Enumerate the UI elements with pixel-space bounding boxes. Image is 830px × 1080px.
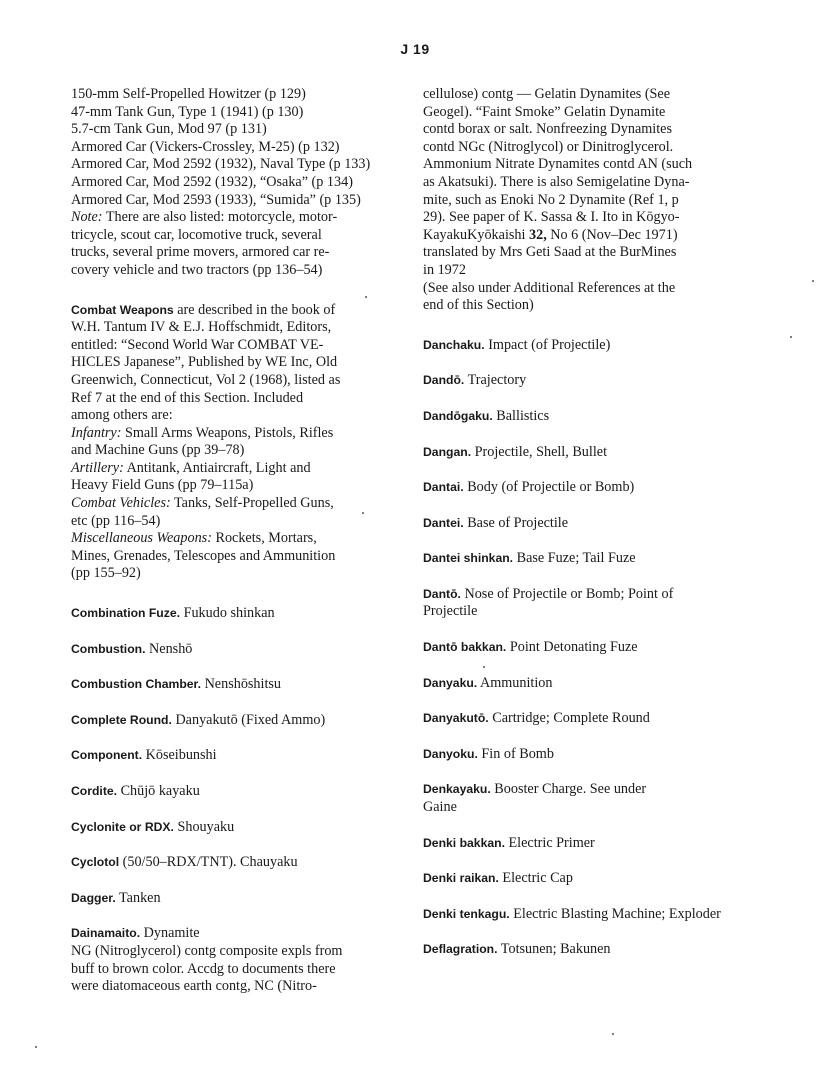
entry-line (71, 495, 401, 513)
scan-speck (812, 280, 814, 282)
journal-volume: 32, (529, 226, 547, 243)
glossary-entry (423, 710, 753, 728)
entry-term: Combat Weapons (71, 302, 174, 317)
scan-speck (365, 296, 367, 298)
entry-def: Kōseibunshi (145, 747, 217, 764)
note-line: trucks, several prime movers, armored car re- (71, 244, 330, 261)
category-label: Combat Vehicles: (71, 495, 171, 512)
entry-def: Ammunition (479, 674, 553, 691)
entry-def: Fukudo shinkan (183, 605, 275, 622)
entry-line (71, 925, 401, 943)
glossary-entry (71, 819, 401, 837)
glossary-entry (71, 641, 401, 659)
entry-term: Dainamaito. (71, 926, 141, 941)
entry-def: Electric Primer (508, 834, 595, 851)
entry-def: Ballistics (496, 407, 550, 424)
entry-line: mite, such as Enoki No 2 Dynamite (Ref 1, p (423, 191, 679, 208)
category-text: Small Arms Weapons, Pistols, Rifles (124, 424, 334, 441)
entry-line: Ammonium Nitrate Dynamites contd AN (such (423, 156, 693, 173)
scan-speck (790, 336, 792, 338)
glossary-entry (71, 676, 401, 694)
entry-term: Denki bakkan. (423, 835, 505, 850)
entry-term: Danyakutō. (423, 711, 489, 726)
glossary-entry (71, 605, 401, 623)
note-text: There are also listed: motorcycle, motor- (105, 209, 338, 226)
entry-def: Dynamite (143, 925, 200, 942)
entry-line: (pp 155–92) (71, 565, 141, 582)
category-label: Infantry: (71, 424, 122, 441)
glossary-entry (423, 941, 753, 959)
entry-def: Fin of Bomb (481, 745, 554, 762)
combat-weapons-entry (71, 302, 401, 584)
glossary-entry (423, 639, 753, 657)
note-block (71, 209, 401, 279)
entry-term: Dantei shinkan. (423, 551, 514, 566)
entry-line: HICLES Japanese”, Published by WE Inc, Old (71, 354, 338, 371)
entry-line: Heavy Field Guns (pp 79–115a) (71, 477, 254, 494)
glossary-entry (423, 675, 753, 693)
entry-term: Denki raikan. (423, 871, 499, 886)
entry-line: end of this Section) (423, 297, 534, 314)
scan-speck (612, 1033, 614, 1035)
entry-def: Nenshō (149, 640, 193, 657)
glossary-entry (423, 337, 753, 355)
entry-term: Cordite. (71, 784, 118, 798)
vehicle-line: Armored Car, Mod 2592 (1932), Naval Type (p 133) (71, 156, 371, 173)
entry-line: Ref 7 at the end of this Section. Included (71, 389, 304, 406)
glossary-entry (423, 444, 753, 462)
entry-def: Tanken (119, 889, 161, 906)
entry-def: Nenshōshitsu (204, 676, 282, 693)
entry-line: 29). See paper of K. Sassa & I. Ito in Kōgyo- (423, 209, 680, 226)
entry-term: Danyaku. (423, 675, 478, 690)
journal-name: KayakuKyōkaishi (423, 226, 526, 243)
entry-term: Dagger. (71, 890, 116, 905)
entry-def: Point Detonating Fuze (509, 639, 638, 656)
entry-line: Projectile (423, 603, 478, 620)
entry-def: Base Fuze; Tail Fuze (516, 550, 636, 567)
entry-line (71, 302, 401, 320)
glossary-entry (423, 550, 753, 568)
entry-line: entitled: “Second World War COMBAT VE- (71, 336, 324, 353)
entry-line (423, 227, 753, 245)
entry-term: Dantō bakkan. (423, 640, 507, 655)
entry-def: Shouyaku (177, 818, 235, 835)
entry-term: Dantai. (423, 480, 464, 495)
right-column (423, 86, 753, 959)
vehicle-line: Armored Car, Mod 2593 (1933), “Sumida” (p 135) (71, 191, 361, 208)
entry-line: NG (Nitroglycerol) contg composite expls from (71, 942, 343, 959)
glossary-entry (71, 890, 401, 908)
glossary-entry (423, 372, 753, 390)
category-label: Miscellaneous Weapons: (71, 530, 212, 547)
entry-line: and Machine Guns (pp 39–78) (71, 442, 245, 459)
entry-def: Body (of Projectile or Bomb) (467, 479, 635, 496)
scan-speck (35, 1046, 37, 1048)
entry-term: Dandō. (423, 373, 465, 388)
entry-def: Impact (of Projectile) (488, 336, 611, 353)
entry-def: Trajectory (467, 372, 527, 389)
entry-term: Dantō. (423, 586, 461, 601)
vehicle-line: 150-mm Self-Propelled Howitzer (p 129) (71, 86, 306, 102)
entry-line: (See also under Additional References at the (423, 279, 676, 296)
note-line: covery vehicle and two tractors (pp 136–54) (71, 261, 323, 278)
category-text: Rockets, Mortars, (215, 530, 317, 547)
glossary-entry (423, 781, 753, 816)
vehicle-line: Armored Car, Mod 2592 (1932), “Osaka” (p 134) (71, 173, 353, 190)
glossary-entry (423, 586, 753, 621)
entry-line: Mines, Grenades, Telescopes and Ammunition (71, 547, 336, 564)
entry-line: contd NGc (Nitroglycol) or Dinitroglycerol. (423, 138, 674, 155)
entry-line: as Akatsuki). There is also Semigelatine Dyna- (423, 173, 690, 190)
glossary-entry (71, 854, 401, 872)
scan-speck (483, 666, 485, 668)
entry-def: Base of Projectile (467, 514, 569, 531)
glossary-entry (423, 870, 753, 888)
entry-line: Geogel). “Faint Smoke” Gelatin Dynamite (423, 103, 666, 120)
entry-line: Gaine (423, 799, 457, 816)
vehicle-line: 47-mm Tank Gun, Type 1 (1941) (p 130) (71, 103, 304, 120)
entry-line: Greenwich, Connecticut, Vol 2 (1968), listed as (71, 371, 341, 388)
entry-def: Totsunen; Bakunen (500, 941, 611, 958)
glossary-entry (71, 712, 401, 730)
entry-term: Cyclonite or RDX. (71, 819, 174, 834)
entry-line (71, 530, 401, 548)
entry-term: Component. (71, 748, 143, 763)
entry-line (423, 781, 753, 799)
vehicle-list (71, 86, 401, 209)
entry-term: Dantei. (423, 515, 464, 530)
entry-line: contd borax or salt. Nonfreezing Dynamites (423, 121, 672, 138)
entry-def: Chūjō kayaku (120, 783, 200, 799)
glossary-entry (423, 835, 753, 853)
entry-def: Electric Cap (502, 870, 573, 887)
entry-term: Complete Round. (71, 712, 172, 727)
entry-term: Combustion. (71, 641, 146, 656)
category-text: Antitank, Antiaircraft, Light and (126, 459, 311, 476)
left-column (71, 86, 401, 996)
entry-line: cellulose) contg — Gelatin Dynamites (See (423, 86, 671, 102)
entry-line (71, 425, 401, 443)
journal-issue: No 6 (Nov–Dec 1971) (550, 226, 678, 243)
category-label: Artillery: (71, 459, 124, 476)
glossary-entry (71, 747, 401, 765)
entry-term: Denkayaku. (423, 782, 491, 797)
glossary-entry (423, 906, 753, 924)
entry-line (71, 460, 401, 478)
entry-term: Denki tenkagu. (423, 906, 510, 921)
entry-line: among others are: (71, 407, 173, 424)
vehicle-line: Armored Car (Vickers-Crossley, M-25) (p 132) (71, 138, 340, 155)
entry-term: Deflagration. (423, 942, 498, 957)
dainamaito-continuation (423, 86, 753, 315)
entry-term: Combustion Chamber. (71, 677, 202, 692)
glossary-entry (423, 408, 753, 426)
entry-term: Danyoku. (423, 746, 478, 761)
page-number: J 19 (400, 41, 430, 57)
entry-term: Danchaku. (423, 337, 485, 352)
entry-line: etc (pp 116–54) (71, 512, 161, 529)
glossary-entry (423, 746, 753, 764)
glossary-entry (423, 479, 753, 497)
glossary-entry (71, 783, 401, 801)
glossary-entry (71, 925, 401, 995)
entry-def: Booster Charge. See under (494, 781, 647, 798)
vehicle-line: 5.7-cm Tank Gun, Mod 97 (p 131) (71, 121, 267, 138)
entry-def: are described in the book of (177, 301, 336, 318)
entry-term: Cyclotol (71, 855, 120, 870)
entry-line: were diatomaceous earth contg, NC (Nitro- (71, 978, 317, 995)
entry-term: Dangan. (423, 444, 472, 459)
entry-term: Combination Fuze. (71, 606, 181, 621)
entry-line: in 1972 (423, 261, 466, 278)
entry-line: translated by Mrs Geti Saad at the BurMines (423, 244, 677, 261)
entry-def: Electric Blasting Machine; Exploder (513, 905, 721, 922)
category-text: Tanks, Self-Propelled Guns, (173, 495, 334, 512)
entry-term: Dandōgaku. (423, 408, 493, 423)
note-line (71, 209, 401, 227)
glossary-entry (423, 515, 753, 533)
scan-speck (362, 512, 364, 514)
note-line: tricycle, scout car, locomotive truck, several (71, 226, 322, 243)
entry-line (423, 586, 753, 604)
note-label: Note: (71, 209, 103, 226)
entry-def: (50/50–RDX/TNT). Chauyaku (122, 854, 298, 871)
entry-def: Cartridge; Complete Round (492, 710, 650, 727)
entry-def: Nose of Projectile or Bomb; Point of (464, 585, 674, 602)
entry-line: buff to brown color. Accdg to documents there (71, 960, 336, 977)
entry-line: W.H. Tantum IV & E.J. Hoffschmidt, Editors, (71, 319, 332, 336)
entry-def: Projectile, Shell, Bullet (474, 443, 608, 460)
entry-def: Danyakutō (Fixed Ammo) (175, 711, 326, 728)
